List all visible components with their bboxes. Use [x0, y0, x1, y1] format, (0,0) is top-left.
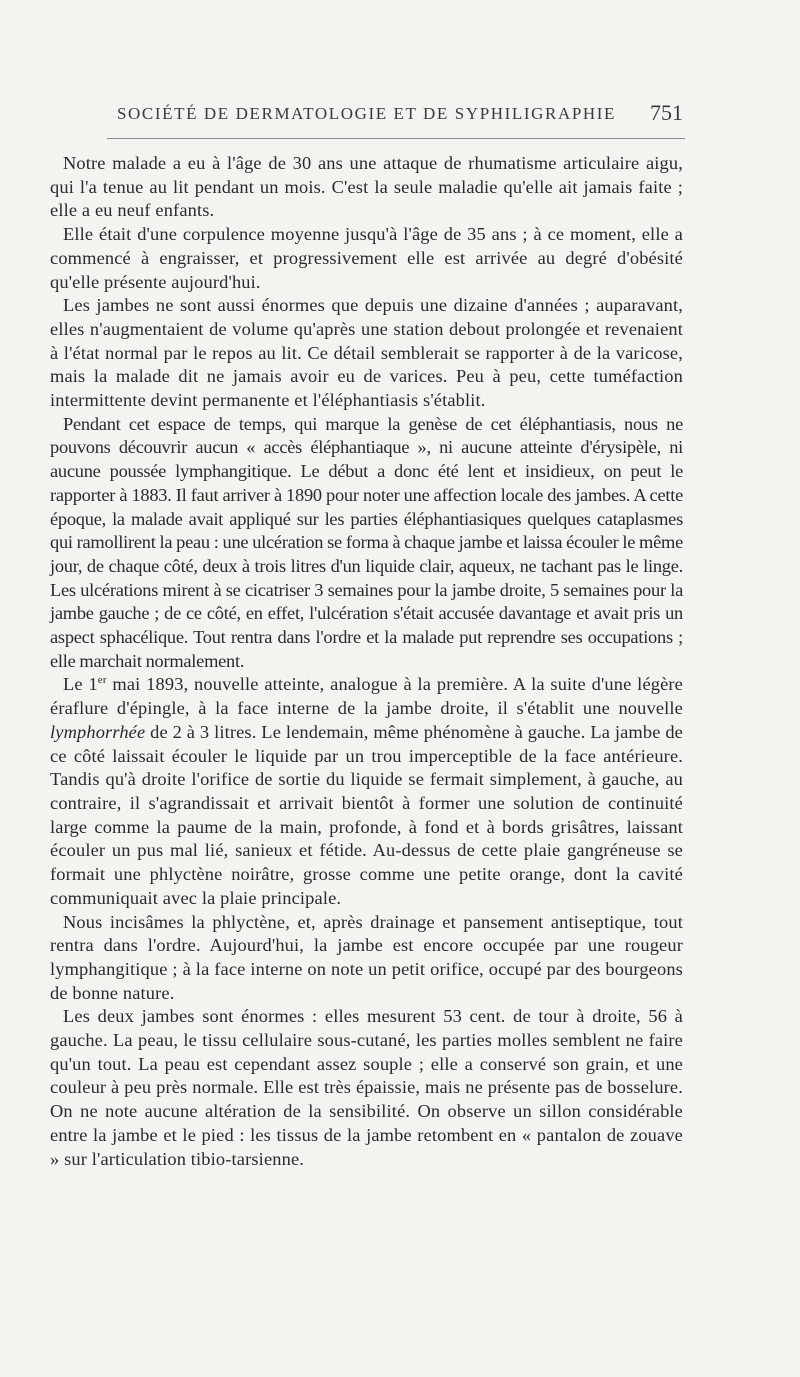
paragraph-examination: Les deux jambes sont énormes : elles mesurent 53 cent. de tour à droite, 56 à gauche. La peau, le tissu cellulaire sous-cutané, les parties molles semblent ne faire qu'un tout. La peau est cependant assez souple ; elle a conservé son grain, et une couleur à peu près normale. Elle est très épaissie, mais ne présente pas de bosselure. On ne note aucune altération de la sensibilité. On observe un sillon considérable entre la jambe et le pied : les tissus de la jambe retombent en « pantalon de zouave » sur l'articulation tibio-tarsienne.	[50, 1006, 683, 1169]
header-rule	[107, 138, 685, 139]
paragraph-history: Notre malade a eu à l'âge de 30 ans une attaque de rhumatisme articulaire aigu, qui l'a tenue au lit pendant un mois. C'est la seule maladie qu'elle ait jamais faite ; elle a eu neuf enfants.	[50, 153, 683, 221]
second-attack-text-b: de 2 à 3 litres. Le lendemain, même phénomène à gauche. La jambe de ce côté laissait écouler le liquide par un trou imperceptible de la face antérieure. Tandis qu'à droite l'orifice de sortie du liquide se fermait simplement, à gauche, au contraire, il s'agrandissait et arrivait bientôt à former une solution de continuité large comme la paume de la main, profonde, à fond et à bords grisâtres, laissant écouler un pus mal lié, sanieux et fétide. Au-dessus de cette plaie gangréneuse se formait une phlyctène noirâtre, grosse comme une petite orange, dont la cavité communiquait avec la plaie principale.	[50, 721, 683, 908]
paragraph-second-attack	[50, 673, 683, 910]
date-lead: Le 1	[63, 674, 98, 695]
paragraph-legs-volume: Les jambes ne sont aussi énormes que depuis une dizaine d'années ; auparavant, elles n'augmentaient de volume qu'après une station debout prolongée et revenaient à l'état normal par le repos au lit. Ce détail semblerait se rapporter à de la varicose, mais la malade dit ne jamais avoir eu de varices. Peu à peu, cette tuméfaction intermittente devint permanente et l'éléphantiasis s'établit.	[50, 295, 683, 411]
second-attack-text-a: mai 1893, nouvelle atteinte, analogue à la première. A la suite d'une légère éraflure d'épingle, à la face interne de la jambe droite, il s'établit une nouvelle	[50, 674, 683, 719]
page-number: 751	[650, 100, 683, 125]
ordinal-suffix: er	[97, 674, 107, 687]
italic-term: lymphorrhée	[50, 721, 146, 742]
paragraph-treatment: Nous incisâmes la phlyctène, et, après drainage et pansement antiseptique, tout rentra dans l'ordre. Aujourd'hui, la jambe est encore occupée par une rougeur lymphangitique ; à la face interne on note un petit orifice, occupé par des bourgeons de bonne nature.	[50, 911, 683, 1003]
paragraph-corpulence: Elle était d'une corpulence moyenne jusqu'à l'âge de 35 ans ; à ce moment, elle a commencé à engraisser, et progressivement elle est arrivée au degré d'obésité qu'elle présente aujourd'hui.	[50, 224, 683, 292]
running-head	[117, 102, 683, 128]
running-title: SOCIÉTÉ DE DERMATOLOGIE ET DE SYPHILIGRAPHIE	[117, 104, 617, 123]
body-text	[50, 152, 683, 1171]
paragraph-first-attack: Pendant cet espace de temps, qui marque la genèse de cet éléphantiasis, nous ne pouvons découvrir aucun « accès éléphantiaque », ni aucune atteinte d'érysipèle, ni aucune poussée lymphangitique. Le début a donc été lent et insidieux, on peut le rapporter à 1883. Il faut arriver à 1890 pour noter une affection locale des jambes. A cette époque, la malade avait appliqué sur les parties éléphantiasiques quelques cataplasmes qui ramollirent la peau : une ulcération se forma à chaque jambe et laissa écouler le même jour, de chaque côté, deux à trois litres d'un liquide clair, aqueux, ne tachant pas le linge. Les ulcérations mirent à se cicatriser 3 semaines pour la jambe droite, 5 semaines pour la jambe gauche ; de ce côté, en effet, l'ulcération s'était accusée davantage et avait pris un aspect sphacélique. Tout rentra dans l'ordre et la malade put reprendre ses occupations ; elle marchait normalement.	[50, 413, 683, 671]
